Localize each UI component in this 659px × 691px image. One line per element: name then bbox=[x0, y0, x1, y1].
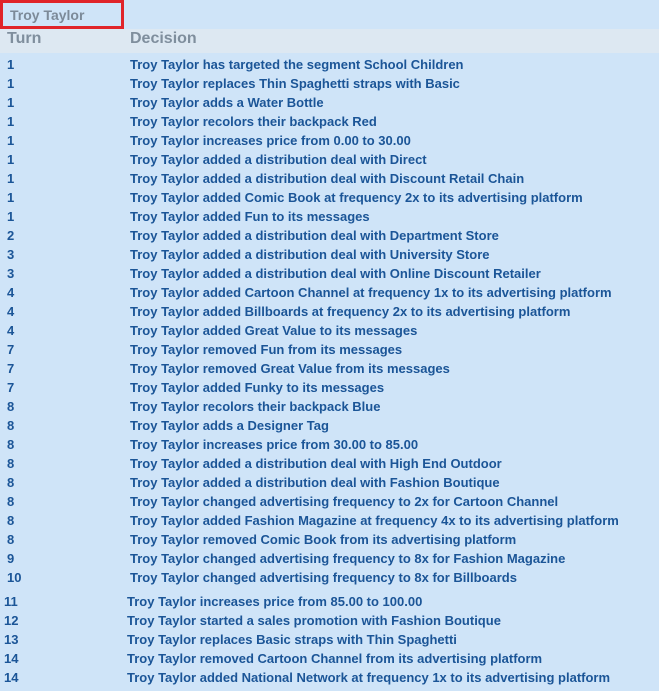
decision-cell: Troy Taylor added Fashion Magazine at frequency 4x to its advertising platform bbox=[130, 513, 619, 528]
decision-cell: Troy Taylor changed advertising frequency to 8x for Fashion Magazine bbox=[130, 551, 566, 566]
decision-cell: Troy Taylor increases price from 0.00 to 30.00 bbox=[130, 133, 411, 148]
table-row bbox=[0, 568, 659, 587]
turn-cell: 1 bbox=[7, 76, 15, 91]
turn-cell: 8 bbox=[7, 437, 15, 452]
table-row bbox=[0, 302, 659, 321]
turn-cell: 3 bbox=[7, 266, 15, 281]
decision-cell: Troy Taylor replaces Basic straps with Thin Spaghetti bbox=[127, 632, 457, 647]
turn-cell: 10 bbox=[7, 570, 22, 585]
decision-cell: Troy Taylor added a distribution deal with High End Outdoor bbox=[130, 456, 502, 471]
table-row bbox=[0, 592, 659, 611]
table-row bbox=[0, 668, 659, 687]
decision-log-table bbox=[0, 55, 659, 687]
table-row bbox=[0, 630, 659, 649]
table-row bbox=[0, 188, 659, 207]
table-row bbox=[0, 207, 659, 226]
table-row bbox=[0, 245, 659, 264]
turn-cell: 7 bbox=[7, 342, 15, 357]
turn-cell: 13 bbox=[4, 632, 19, 647]
table-row bbox=[0, 283, 659, 302]
table-row bbox=[0, 359, 659, 378]
table-row bbox=[0, 473, 659, 492]
turn-cell: 1 bbox=[7, 114, 15, 129]
decision-cell: Troy Taylor added Cartoon Channel at frequency 1x to its advertising platform bbox=[130, 285, 612, 300]
turn-cell: 11 bbox=[4, 594, 18, 609]
table-row bbox=[0, 492, 659, 511]
table-row bbox=[0, 264, 659, 283]
decision-cell: Troy Taylor replaces Thin Spaghetti straps with Basic bbox=[130, 76, 460, 91]
decision-cell: Troy Taylor added a distribution deal with Online Discount Retailer bbox=[130, 266, 541, 281]
turn-cell: 1 bbox=[7, 133, 15, 148]
decision-cell: Troy Taylor added Billboards at frequency 2x to its advertising platform bbox=[130, 304, 571, 319]
table-row bbox=[0, 93, 659, 112]
table-row bbox=[0, 340, 659, 359]
turn-column-header[interactable]: Turn bbox=[7, 30, 42, 47]
table-row bbox=[0, 55, 659, 74]
decision-cell: Troy Taylor increases price from 30.00 to 85.00 bbox=[130, 437, 419, 452]
decision-cell: Troy Taylor removed Fun from its messages bbox=[130, 342, 403, 357]
decision-cell: Troy Taylor recolors their backpack Red bbox=[130, 114, 377, 129]
turn-cell: 8 bbox=[7, 475, 15, 490]
table-row bbox=[0, 169, 659, 188]
decision-cell: Troy Taylor increases price from 85.00 to 100.00 bbox=[127, 594, 423, 609]
decision-column-header[interactable]: Decision bbox=[130, 30, 197, 47]
decision-cell: Troy Taylor added a distribution deal with Department Store bbox=[130, 228, 499, 243]
turn-cell: 1 bbox=[7, 190, 15, 205]
table-row bbox=[0, 378, 659, 397]
table-row bbox=[0, 454, 659, 473]
table-row bbox=[0, 226, 659, 245]
turn-cell: 14 bbox=[4, 651, 19, 666]
turn-cell: 1 bbox=[7, 95, 15, 110]
table-row bbox=[0, 150, 659, 169]
turn-cell: 9 bbox=[7, 551, 15, 566]
table-row bbox=[0, 416, 659, 435]
table-row bbox=[0, 112, 659, 131]
turn-cell: 8 bbox=[7, 513, 15, 528]
turn-cell: 1 bbox=[7, 57, 15, 72]
turn-cell: 14 bbox=[4, 670, 19, 685]
decision-cell: Troy Taylor added National Network at frequency 1x to its advertising platform bbox=[127, 670, 611, 685]
table-row bbox=[0, 321, 659, 340]
table-row bbox=[0, 611, 659, 630]
decision-cell: Troy Taylor changed advertising frequency to 2x for Cartoon Channel bbox=[130, 494, 559, 509]
decision-cell: Troy Taylor changed advertising frequency to 8x for Billboards bbox=[130, 570, 517, 585]
turn-cell: 4 bbox=[7, 323, 15, 338]
decision-cell: Troy Taylor added a distribution deal with Fashion Boutique bbox=[130, 475, 500, 490]
turn-cell: 7 bbox=[7, 361, 15, 376]
turn-cell: 12 bbox=[4, 613, 19, 628]
decision-cell: Troy Taylor adds a Water Bottle bbox=[130, 95, 324, 110]
decision-cell: Troy Taylor removed Great Value from its messages bbox=[130, 361, 450, 376]
table-row bbox=[0, 131, 659, 150]
table-row bbox=[0, 435, 659, 454]
table-row bbox=[0, 530, 659, 549]
turn-cell: 8 bbox=[7, 494, 15, 509]
turn-cell: 1 bbox=[7, 171, 15, 186]
decision-cell: Troy Taylor adds a Designer Tag bbox=[130, 418, 329, 433]
decision-cell: Troy Taylor started a sales promotion with Fashion Boutique bbox=[127, 613, 501, 628]
decision-cell: Troy Taylor added a distribution deal with Direct bbox=[130, 152, 427, 167]
table-row bbox=[0, 74, 659, 93]
turn-cell: 8 bbox=[7, 418, 15, 433]
decision-cell: Troy Taylor removed Cartoon Channel from its advertising platform bbox=[127, 651, 543, 666]
decision-cell: Troy Taylor added a distribution deal with University Store bbox=[130, 247, 490, 262]
player-name-header[interactable] bbox=[0, 0, 124, 29]
turn-cell: 2 bbox=[7, 228, 15, 243]
table-row bbox=[0, 549, 659, 568]
table-row bbox=[0, 397, 659, 416]
turn-cell: 4 bbox=[7, 285, 15, 300]
decision-cell: Troy Taylor added Funky to its messages bbox=[130, 380, 385, 395]
decision-cell: Troy Taylor added Great Value to its messages bbox=[130, 323, 418, 338]
turn-cell: 7 bbox=[7, 380, 15, 395]
decision-cell: Troy Taylor has targeted the segment School Children bbox=[130, 57, 464, 72]
turn-cell: 3 bbox=[7, 247, 15, 262]
decision-cell: Troy Taylor added Fun to its messages bbox=[130, 209, 370, 224]
turn-cell: 1 bbox=[7, 209, 15, 224]
decision-cell: Troy Taylor added Comic Book at frequency 2x to its advertising platform bbox=[130, 190, 583, 205]
turn-cell: 8 bbox=[7, 532, 15, 547]
turn-cell: 8 bbox=[7, 399, 15, 414]
player-name: Troy Taylor bbox=[10, 7, 85, 23]
decision-cell: Troy Taylor removed Comic Book from its advertising platform bbox=[130, 532, 517, 547]
table-row bbox=[0, 511, 659, 530]
table-header bbox=[0, 29, 659, 53]
turn-cell: 1 bbox=[7, 152, 15, 167]
decision-cell: Troy Taylor recolors their backpack Blue bbox=[130, 399, 381, 414]
turn-cell: 4 bbox=[7, 304, 15, 319]
turn-cell: 8 bbox=[7, 456, 15, 471]
table-row bbox=[0, 649, 659, 668]
decision-cell: Troy Taylor added a distribution deal with Discount Retail Chain bbox=[130, 171, 525, 186]
